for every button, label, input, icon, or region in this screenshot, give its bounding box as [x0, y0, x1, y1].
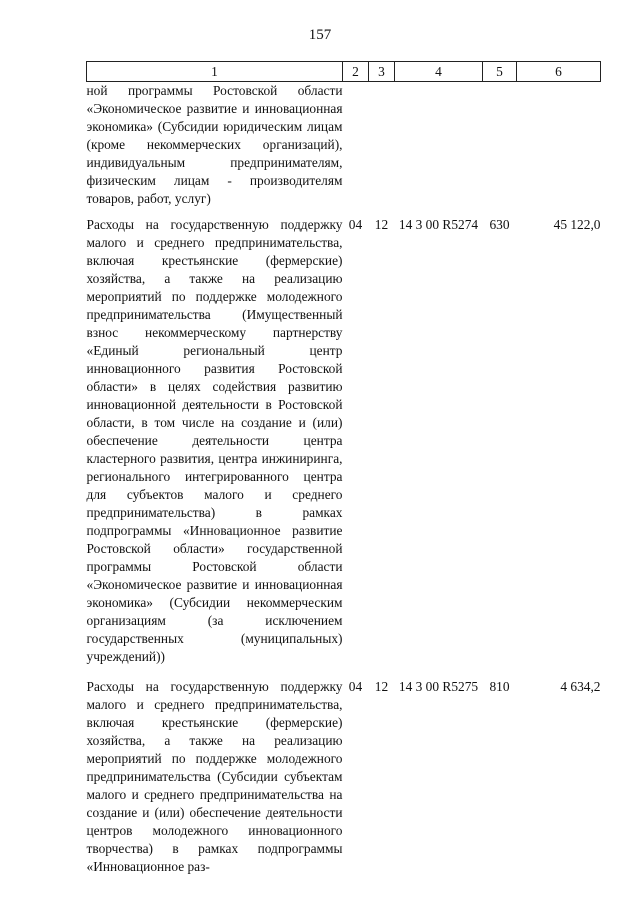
page-number: 157 — [308, 27, 332, 43]
row-target-code — [395, 82, 483, 209]
table-row — [87, 82, 601, 209]
row-subsection: 12 — [374, 217, 389, 232]
row-subsection: 12 — [374, 679, 389, 694]
row-expense-type — [483, 82, 517, 209]
row-target-code: 14 3 00 R5274 — [398, 217, 479, 232]
column-header: 5 — [483, 62, 517, 82]
table-row — [87, 208, 601, 666]
row-section: 04 — [348, 679, 363, 694]
row-subsection — [369, 82, 395, 209]
table-header-row — [87, 62, 601, 82]
row-description: Расходы на государственную поддержку малого и среднего предпринимательства, включая крестьянские (фермерские) хозяйства, а также на реализацию мероприятий по поддержке молодежного предпринимательства (Субсидии субъектам малого и среднего предпринимательства на создание и (или) обеспечение деятельности центров молодежного инновационного творчества) в рамках подпрограммы «Инновационное раз- — [86, 679, 343, 874]
row-amount: 45 122,0 — [553, 217, 601, 232]
table-row — [87, 666, 601, 876]
row-amount: 4 634,2 — [560, 679, 601, 694]
column-header: 2 — [343, 62, 369, 82]
budget-table — [86, 61, 601, 876]
column-header: 6 — [517, 62, 601, 82]
column-header: 3 — [369, 62, 395, 82]
row-description: ной программы Ростовской области «Экономическое развитие и инновационная экономика» (Субсидии юридическим лицам (кроме некоммерческих организаций), индивидуальным предпринимателям, физическим лицам - производителям товаров, работ, услуг) — [86, 83, 343, 206]
row-target-code: 14 3 00 R5275 — [398, 679, 479, 694]
row-amount — [517, 82, 601, 209]
row-section: 04 — [348, 217, 363, 232]
row-expense-type: 630 — [489, 217, 510, 232]
row-section — [343, 82, 369, 209]
column-header: 4 — [395, 62, 483, 82]
row-expense-type: 810 — [489, 679, 510, 694]
row-description: Расходы на государственную поддержку малого и среднего предпринимательства, включая крестьянские (фермерские) хозяйства, а также на реализацию мероприятий по поддержке молодежного предпринимательства (Имущественный взнос некоммерческому партнерству «Единый региональный центр инновационного развития Ростовской области» в целях содействия развитию инновационной деятельности в Ростовской области, в том числе на создание и (или) обеспечение деятельности центра кластерного развития, центра инжиниринга, регионального интегрированного центра для субъектов малого и среднего предпринимательства) в рамках подпрограммы «Инновационное развитие Ростовской области» государственной программы Ростовской области «Экономическое развитие и инновационная экономика» (Субсидии некоммерческим организациям (за исключением государственных (муниципальных) учреждений)) — [86, 217, 343, 664]
column-header: 1 — [87, 62, 343, 82]
